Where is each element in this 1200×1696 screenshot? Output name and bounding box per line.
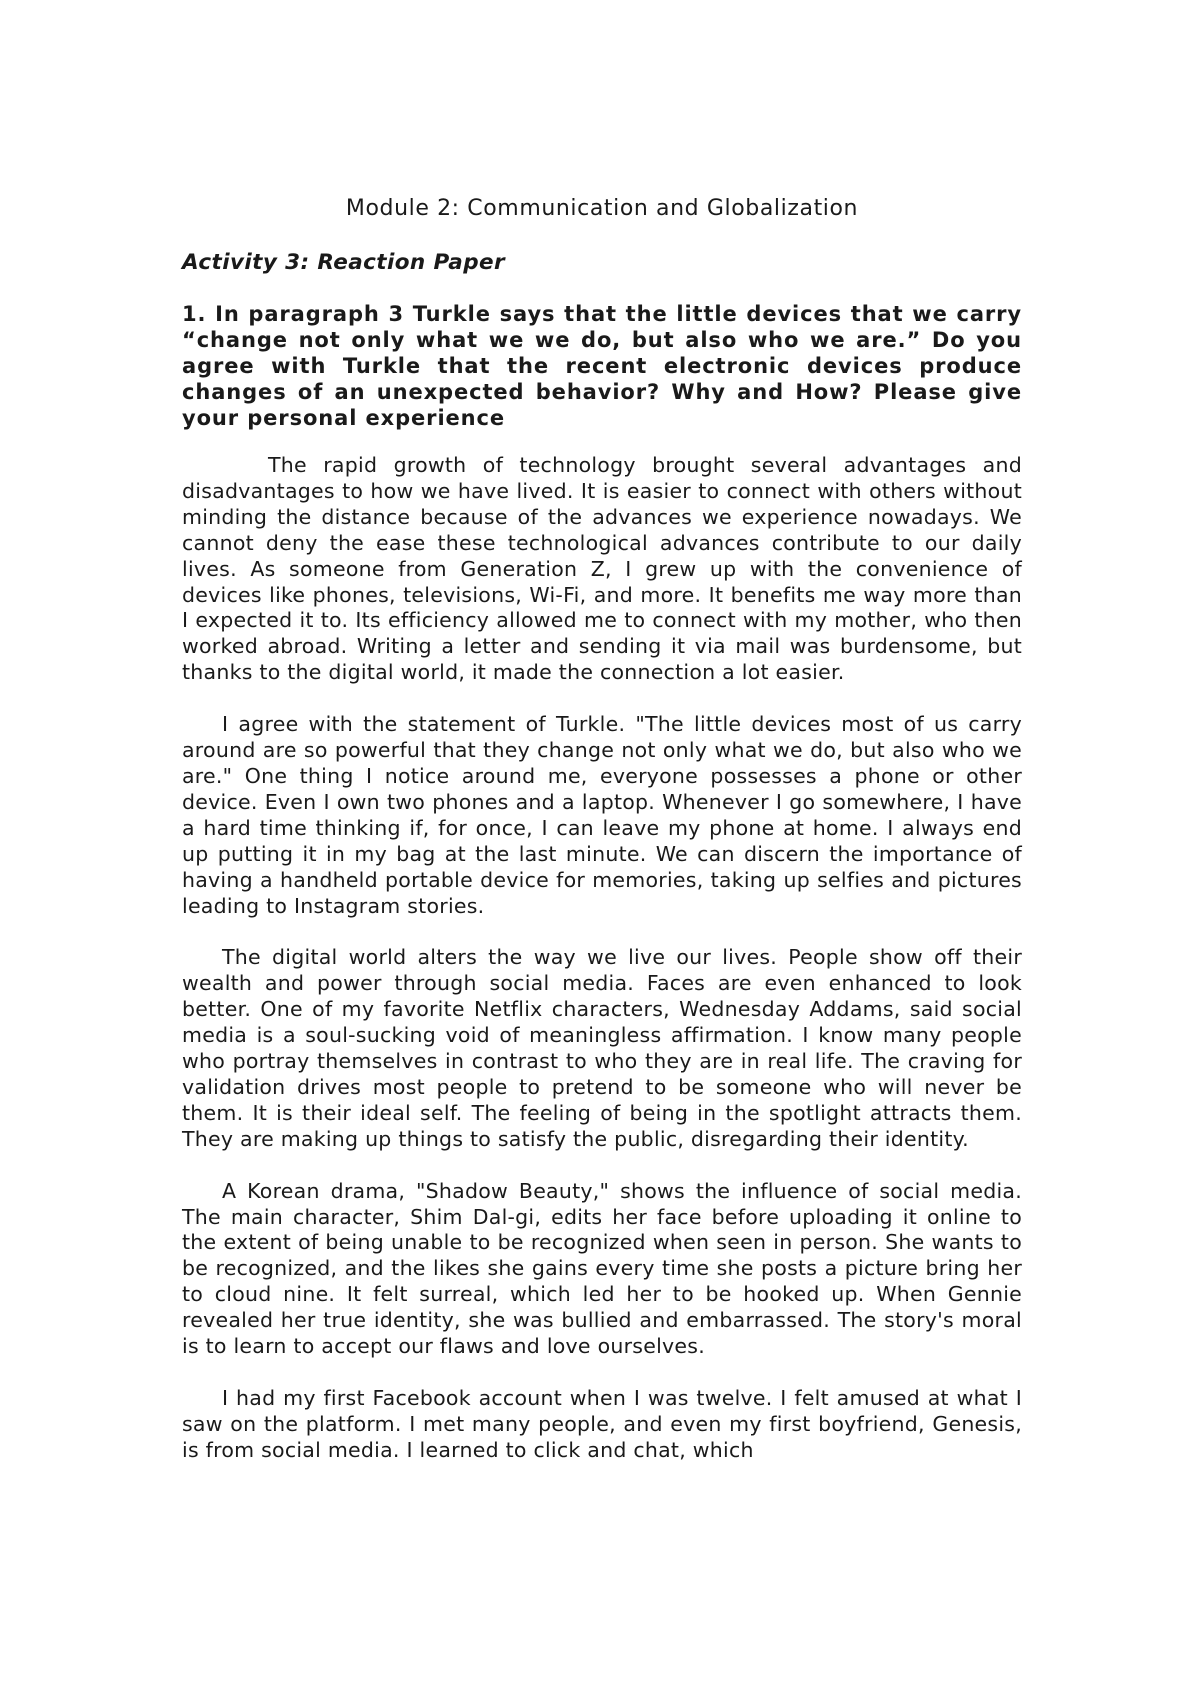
- module-title: Module 2: Communication and Globalization: [345, 196, 859, 221]
- paragraph-2: I agree with the statement of Turkle. "The little devices most of us carry around are so powerful that they change not only what we do, but also who we are." One thing I notice around me, everyone possesses a phone or other device. Even I own two phones and a laptop. Whenever I go somewhere, I have a hard time thinking if, for once, I can leave my phone at home. I always end up putting it in my bag at the last minute. We can discern the importance of having a handheld portable device for memories, taking up selfies and pictures leading to Instagram stories.: [182, 712, 1022, 918]
- question-prompt: 1. In paragraph 3 Turkle says that the little devices that we carry “change not only what we we do, but also who we are.” Do you agree with Turkle that the recent electronic devices produce changes of an unexpected behavior? Why and How? Please give your personal experience: [182, 302, 1022, 430]
- paragraph-3: The digital world alters the way we live our lives. People show off their wealth and power through social media. Faces are even enhanced to look better. One of my favorite Netflix characters, Wednesday Addams, said social media is a soul-sucking void of meaningless affirmation. I know many people who portray themselves in contrast to who they are in real life. The craving for validation drives most people to pretend to be someone who will never be them. It is their ideal self. The feeling of being in the spotlight attracts them. They are making up things to satisfy the public, disregarding their identity.: [182, 945, 1022, 1151]
- paragraph-1: The rapid growth of technology brought several advantages and disadvantages to how we have lived. It is easier to connect with others without minding the distance because of the advances we experience nowadays. We cannot deny the ease these technological advances contribute to our daily lives. As someone from Generation Z, I grew up with the convenience of devices like phones, televisions, Wi-Fi, and more. It benefits me way more than I expected it to. Its efficiency allowed me to connect with my mother, who then worked abroad. Writing a letter and sending it via mail was burdensome, but thanks to the digital world, it made the connection a lot easier.: [182, 453, 1022, 685]
- paragraph-5: I had my first Facebook account when I was twelve. I felt amused at what I saw on the platform. I met many people, and even my first boyfriend, Genesis, is from social media. I learned to click and chat, which: [182, 1386, 1022, 1462]
- document-body: [182, 193, 1022, 1490]
- paragraph-4: A Korean drama, "Shadow Beauty," shows the influence of social media. The main character, Shim Dal-gi, edits her face before uploading it online to the extent of being unable to be recognized when seen in person. She wants to be recognized, and the likes she gains every time she posts a picture bring her to cloud nine. It felt surreal, which led her to be hooked up. When Gennie revealed her true identity, she was bullied and embarrassed. The story's moral is to learn to accept our flaws and love ourselves.: [182, 1178, 1022, 1359]
- activity-title: Activity 3: Reaction Paper: [182, 250, 505, 275]
